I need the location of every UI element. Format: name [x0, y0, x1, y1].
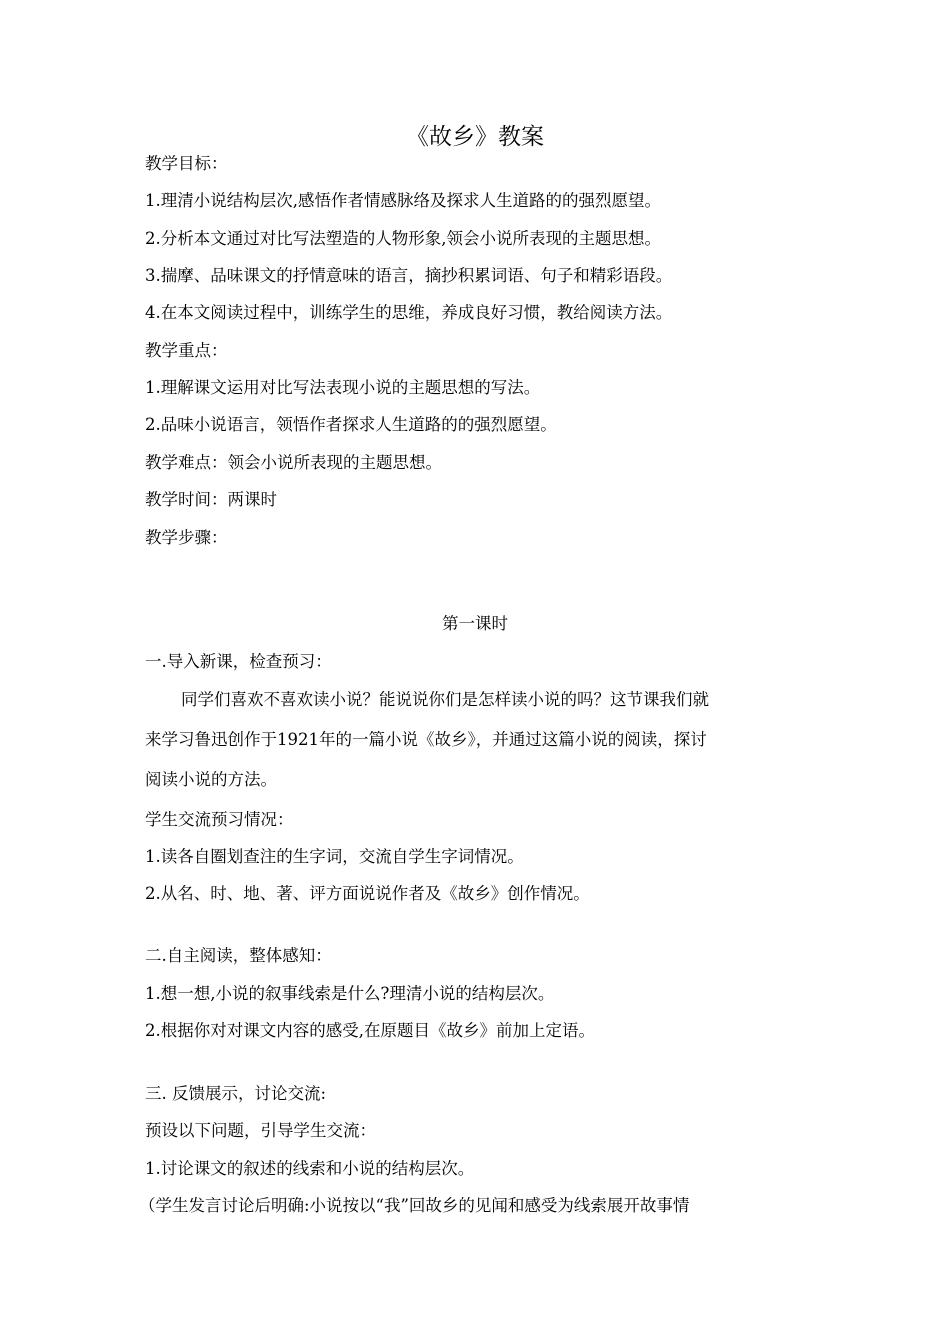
section3-item: 1.讨论课文的叙述的线索和小说的结构层次。	[145, 1159, 475, 1178]
section1-paragraph-line: 同学们喜欢不喜欢读小说？能说说你们是怎样读小说的吗？这节课我们就	[181, 690, 709, 709]
section2-item: 1.想一想,小说的叙事线索是什么?理清小说的结构层次。	[145, 984, 555, 1003]
document-title: 《故乡》教案	[406, 124, 544, 150]
steps-heading: 教学步骤：	[145, 528, 228, 547]
section3-item: （学生发言讨论后明确:小说按以“我”回故乡的见闻和感受为线索展开故事情	[139, 1196, 690, 1215]
section1-heading: 一.导入新课，检查预习：	[145, 652, 332, 671]
objective-item: 1.理清小说结构层次,感悟作者情感脉络及探求人生道路的的强烈愿望。	[145, 191, 661, 210]
preview-item: 1.读各自圈划查注的生字词，交流自学生字词情况。	[145, 847, 524, 866]
objective-item: 2.分析本文通过对比写法塑造的人物形象,领会小说所表现的主题思想。	[145, 229, 661, 248]
section2-heading: 二.自主阅读，整体感知：	[145, 946, 332, 965]
section1-paragraph-line: 来学习鲁迅创作于1921年的一篇小说《故乡》，并通过这篇小说的阅读，探讨	[145, 730, 707, 749]
preview-item: 2.从名、时、地、著、评方面说说作者及《故乡》创作情况。	[145, 884, 590, 903]
objective-item: 3.揣摩、品味课文的抒情意味的语言，摘抄积累词语、句子和精彩语段。	[145, 266, 673, 285]
objective-item: 4.在本文阅读过程中，训练学生的思维，养成良好习惯，教给阅读方法。	[145, 303, 673, 322]
preview-heading: 学生交流预习情况：	[145, 810, 294, 829]
difficulty-line: 教学难点：领会小说所表现的主题思想。	[145, 453, 442, 472]
key-point-item: 2.品味小说语言，领悟作者探求人生道路的的强烈愿望。	[145, 415, 557, 434]
key-points-heading: 教学重点：	[145, 341, 228, 360]
section2-item: 2.根据你对对课文内容的感受,在原题目《故乡》前加上定语。	[145, 1021, 595, 1040]
duration-line: 教学时间：两课时	[145, 490, 277, 509]
section1-paragraph-line: 阅读小说的方法。	[145, 770, 277, 789]
lesson1-heading: 第一课时	[442, 614, 508, 633]
section3-heading: 三. 反馈展示，讨论交流:	[145, 1084, 327, 1103]
key-point-item: 1.理解课文运用对比写法表现小说的主题思想的写法。	[145, 378, 541, 397]
section3-intro: 预设以下问题，引导学生交流：	[145, 1121, 376, 1140]
objectives-heading: 教学目标：	[145, 154, 228, 173]
